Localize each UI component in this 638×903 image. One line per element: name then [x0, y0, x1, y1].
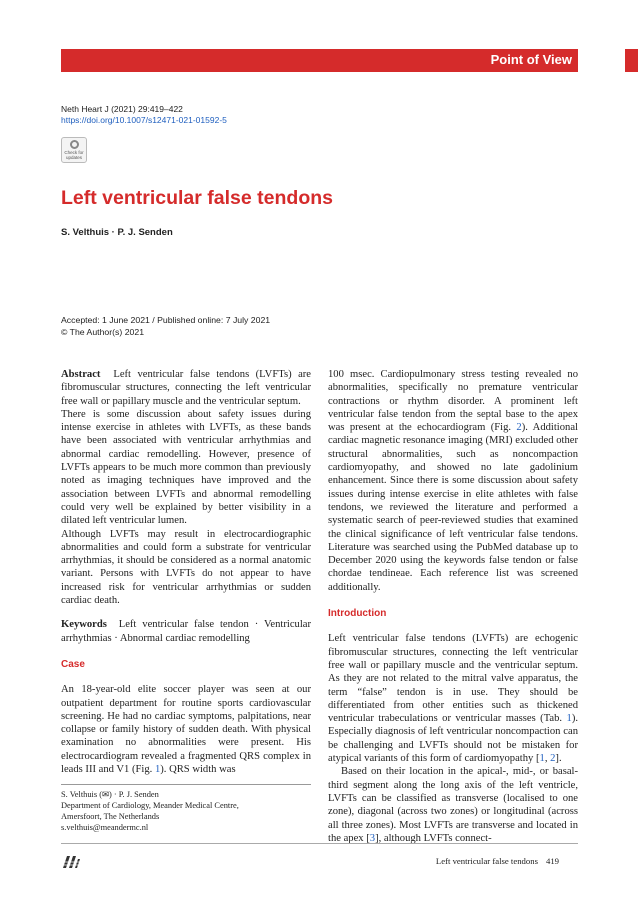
figure-1-link[interactable]: 1	[154, 764, 161, 776]
case-continued-text-1: 100 msec. Cardiopulmonary stress testing revealed no abnormalities, specifically no premature ventricular contractions or rhythm disorder. A prominent left ventricular false tendon from the septal base to the apex was present at the echocardiogram (Fig.	[328, 369, 578, 434]
check-for-updates-badge[interactable]	[61, 137, 87, 163]
footnote-email[interactable]: s.velthuis@meandermc.nl	[61, 823, 149, 832]
intro-text-1b: ). Especially diagnosis of left ventricular noncompaction can be challenging and LVFTs should not be mistaken for atypical variants of this form of cardiomyopathy [	[328, 713, 578, 765]
case-heading: Case	[61, 658, 85, 670]
abstract-paragraph-3: Although LVFTs may result in electrocardiographic abnormalities and could form a substrate for ventricular arrhythmias, it should be considered as a normal anatomic variant. Persons with LVFTs do not appear to have increased risk for ventricular arrhythmias or sudden cardiac death.	[61, 528, 311, 607]
figure-2-link[interactable]: 2	[516, 422, 522, 434]
keywords-text: Left ventricular false tendon · Ventricular arrhythmias · Abnormal cardiac remodelling	[61, 619, 311, 644]
footnote-authors: S. Velthuis (✉) · P. J. Senden	[61, 790, 159, 799]
abstract-paragraph-1	[61, 368, 311, 408]
section-banner	[61, 49, 578, 72]
publication-dates: Accepted: 1 June 2021 / Published online: 7 July 2021	[61, 315, 271, 325]
journal-reference: Neth Heart J (2021) 29:419–422	[61, 104, 183, 114]
introduction-heading: Introduction	[328, 608, 387, 620]
abstract-paragraph-2: There is some discussion about safety issues during intense exercise in athletes with LVFTs, as these bands have been associated with ventricular arrhythmias and abnormal cardiac remodelling. However, presence of LVFTs appears to be much more common than previously noted as imaging techniques have improved and the association between LVFTs and abnormal remodelling could very well be explained by better visibility in a dilated left ventricular lumen.	[61, 408, 311, 527]
edge-tab	[625, 49, 638, 72]
right-column	[328, 368, 578, 845]
running-title: Left ventricular false tendons	[435, 856, 538, 866]
check-updates-icon	[70, 140, 79, 149]
case-paragraph	[61, 683, 311, 776]
intro-text-1c: ].	[555, 753, 562, 765]
case-continued-paragraph	[328, 368, 578, 594]
keywords-label: Keywords	[61, 619, 107, 631]
case-continued-text-2: ). Additional cardiac magnetic resonance imaging (MRI) excluded other structural abnormalities, such as noncompaction cardiomyopathy, and showed no late gadolinium enhancement. Since there is some discussion about safety issues during intense exercise in elite athletes with false tendons, we reviewed the literature and performed a systematic search of peer-reviewed studies that examined the clinical significance of left ventricular false tendons. Literature was searched using the PubMed database up to December 2020 using the keywords false tendon or false chordae tendineae. Each reference list was screened additionally.	[328, 422, 578, 593]
author-list: S. Velthuis · P. J. Senden	[61, 227, 173, 238]
reference-2-link[interactable]: 2	[550, 753, 556, 765]
introduction-paragraph-2	[328, 765, 578, 845]
abstract-label: Abstract	[61, 369, 101, 380]
running-footer	[436, 856, 559, 866]
author-footnote	[61, 789, 311, 833]
intro-text-2b: ], although LVFTs connect-	[375, 832, 492, 844]
introduction-paragraph-1	[328, 632, 578, 765]
publisher-logo-icon	[61, 854, 81, 870]
page-number: 419	[545, 856, 559, 866]
left-column	[61, 368, 311, 776]
reference-1-link[interactable]: 1	[539, 753, 545, 765]
intro-ref-separator: ,	[544, 753, 551, 765]
doi-link[interactable]: https://doi.org/10.1007/s12471-021-01592-5	[61, 115, 227, 125]
keywords	[61, 618, 311, 645]
badge-text-1: Check for	[64, 150, 84, 155]
footer-divider	[61, 843, 578, 844]
reference-3-link[interactable]: 3	[369, 832, 376, 844]
article-title: Left ventricular false tendons	[61, 187, 333, 209]
intro-text-2a: Based on their location in the apical-, mid-, or basal-third segment along the long axis of the left ventricle, LVFTs can be classified as transverse (localised to one zone), diagonal (across two zones) or longitudinal (across all three zones). Most LVFTs are transverse and located in the apex [	[328, 766, 578, 844]
footnote-affiliation-2: Amersfoort, The Netherlands	[61, 812, 160, 821]
footnote-affiliation-1: Department of Cardiology, Meander Medical Centre,	[61, 801, 239, 810]
case-text: An 18-year-old elite soccer player was seen at our outpatient department for routine sports cardiovascular screening. He had no cardiac symptoms, palpitations, near collapse or family history of sudden death. With physical examination no abnormalities were present. His electrocardiogram revealed a fragmented QRS complex in leads III and V1 (Fig.	[61, 684, 311, 776]
intro-text-1a: Left ventricular false tendons (LVFTs) are echogenic fibromuscular structures, connecting the left ventricular free wall or papillary muscle and the ventricular septum. As they are not related to the mitral valve apparatus, the term “false” tendon is in use. They should be differentiated from other entities such as thickened ventricular trabeculations or ventricular masses (Tab.	[328, 633, 578, 725]
table-1-link[interactable]: 1	[566, 713, 572, 725]
footnote-divider	[61, 784, 311, 785]
badge-text-2: updates	[65, 155, 82, 160]
copyright-notice: © The Author(s) 2021	[61, 327, 145, 337]
case-text-end: ). QRS width was	[160, 764, 236, 776]
abstract-text-1: Left ventricular false tendons (LVFTs) are fibromuscular structures, connecting the left ventricular free wall or papillary muscle and the ventricular septum.	[61, 369, 311, 407]
section-label: Point of View	[490, 52, 572, 67]
